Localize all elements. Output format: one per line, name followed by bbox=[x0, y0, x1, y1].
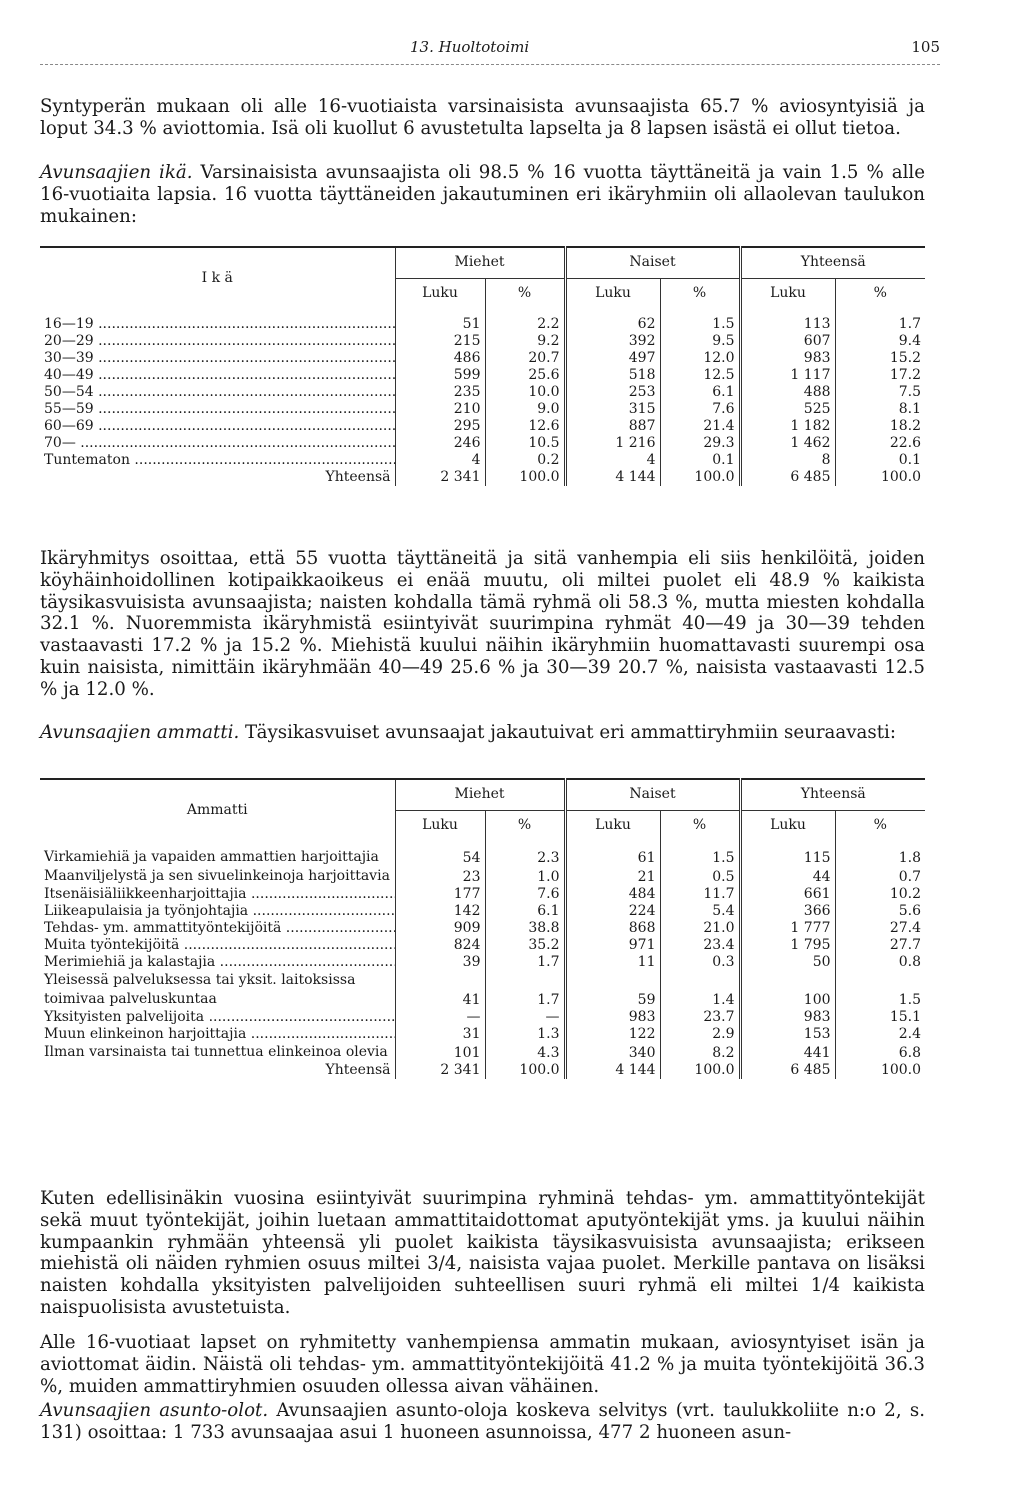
row-label: 30—39 ..... bbox=[40, 350, 395, 367]
cell-y: 525 bbox=[740, 401, 835, 418]
age-group-men: Miehet bbox=[395, 247, 565, 278]
cell-mp: 4.3 bbox=[485, 1043, 565, 1062]
cell-mp: 2.2 bbox=[485, 308, 565, 333]
cell-n: 21 bbox=[565, 867, 660, 886]
total-np: 100.0 bbox=[660, 1062, 740, 1079]
age-sub-pct: % bbox=[485, 278, 565, 308]
total-yp: 100.0 bbox=[835, 1062, 925, 1079]
cell-n: 4 bbox=[565, 452, 660, 469]
row-label: Yksityisten palvelijoita ..... bbox=[40, 1009, 395, 1026]
total-row bbox=[40, 1062, 925, 1079]
row-label: Yleisessä palveluksessa tai yksit. laitoksissa toimivaa palveluskuntaa bbox=[44, 972, 356, 1007]
cell-np: 1.5 bbox=[660, 840, 740, 867]
cell-y: 366 bbox=[740, 903, 835, 920]
total-y: 6 485 bbox=[740, 1062, 835, 1079]
row-label: Muun elinkeinon harjoittajia ..... bbox=[40, 1026, 395, 1043]
cell-mp: 9.2 bbox=[485, 333, 565, 350]
age-row bbox=[40, 333, 925, 350]
row-label: 20—29 ..... bbox=[40, 333, 395, 350]
cell-n: 62 bbox=[565, 308, 660, 333]
cell-np: 23.7 bbox=[660, 1009, 740, 1026]
cell-mp: 38.8 bbox=[485, 920, 565, 937]
age-table bbox=[40, 246, 925, 486]
cell-n: 392 bbox=[565, 333, 660, 350]
cell-yp: 0.1 bbox=[835, 452, 925, 469]
cell-np: 8.2 bbox=[660, 1043, 740, 1062]
age-sub-luku: Luku bbox=[565, 278, 660, 308]
cell-n: 122 bbox=[565, 1026, 660, 1043]
occupation-table-body bbox=[40, 840, 925, 1079]
cell-np: 23.4 bbox=[660, 937, 740, 954]
cell-mp: 1.7 bbox=[485, 971, 565, 1009]
cell-y: 113 bbox=[740, 308, 835, 333]
cell-np: 12.0 bbox=[660, 350, 740, 367]
cell-m: 54 bbox=[395, 840, 485, 867]
row-label: 60—69 ..... bbox=[40, 418, 395, 435]
row-label: Itsenäisiäliikkeenharjoittajia ..... bbox=[40, 886, 395, 903]
age-sub-luku: Luku bbox=[740, 278, 835, 308]
age-sub-luku: Luku bbox=[395, 278, 485, 308]
cell-yp: 7.5 bbox=[835, 384, 925, 401]
cell-mp: 7.6 bbox=[485, 886, 565, 903]
cell-yp: 1.7 bbox=[835, 308, 925, 333]
cell-n: 253 bbox=[565, 384, 660, 401]
cell-m: 4 bbox=[395, 452, 485, 469]
cell-yp: 27.4 bbox=[835, 920, 925, 937]
cell-y: 1 777 bbox=[740, 920, 835, 937]
occupation-row bbox=[40, 1009, 925, 1026]
cell-mp: 10.0 bbox=[485, 384, 565, 401]
row-label: Ilman varsinaista tai tunnettua elinkeinoa olevia bbox=[44, 1044, 388, 1060]
total-y: 6 485 bbox=[740, 469, 835, 486]
cell-np: 2.9 bbox=[660, 1026, 740, 1043]
cell-y: 8 bbox=[740, 452, 835, 469]
total-n: 4 144 bbox=[565, 1062, 660, 1079]
row-label: Liikeapulaisia ja työnjohtajia ..... bbox=[40, 903, 395, 920]
age-sub-pct: % bbox=[835, 278, 925, 308]
cell-n: 518 bbox=[565, 367, 660, 384]
cell-mp: 35.2 bbox=[485, 937, 565, 954]
age-row bbox=[40, 367, 925, 384]
cell-np: 11.7 bbox=[660, 886, 740, 903]
cell-np: 5.4 bbox=[660, 903, 740, 920]
total-np: 100.0 bbox=[660, 469, 740, 486]
cell-n: 971 bbox=[565, 937, 660, 954]
age-row bbox=[40, 350, 925, 367]
total-mp: 100.0 bbox=[485, 469, 565, 486]
age-group-total: Yhteensä bbox=[740, 247, 925, 278]
occ-sub-pct: % bbox=[660, 810, 740, 840]
cell-mp: 12.6 bbox=[485, 418, 565, 435]
cell-n: 1 216 bbox=[565, 435, 660, 452]
cell-m: 486 bbox=[395, 350, 485, 367]
occ-group-women: Naiset bbox=[565, 779, 740, 810]
cell-np: 1.5 bbox=[660, 308, 740, 333]
cell-y: 153 bbox=[740, 1026, 835, 1043]
cell-np: 0.5 bbox=[660, 867, 740, 886]
cell-mp: 1.0 bbox=[485, 867, 565, 886]
occupation-row bbox=[40, 1043, 925, 1062]
cell-m: 909 bbox=[395, 920, 485, 937]
occ-group-men: Miehet bbox=[395, 779, 565, 810]
cell-mp: 0.2 bbox=[485, 452, 565, 469]
cell-m: 31 bbox=[395, 1026, 485, 1043]
cell-y: 607 bbox=[740, 333, 835, 350]
cell-y: 441 bbox=[740, 1043, 835, 1062]
cell-mp: 25.6 bbox=[485, 367, 565, 384]
paragraph-age-intro: Avunsaajien ikä. Varsinaisista avunsaajista oli 98.5 % 16 vuotta täyttäneitä ja vain 1.5 % alle 16-vuotiaita lapsia. 16 vuotta täyttäneiden jakautuminen eri ikäryhmiin oli allaolevan taulukon mukainen: bbox=[40, 162, 925, 227]
cell-m: 215 bbox=[395, 333, 485, 350]
cell-y: 1 795 bbox=[740, 937, 835, 954]
cell-y: 488 bbox=[740, 384, 835, 401]
cell-mp: 1.3 bbox=[485, 1026, 565, 1043]
age-col-header: I k ä bbox=[40, 247, 395, 308]
total-n: 4 144 bbox=[565, 469, 660, 486]
age-row bbox=[40, 435, 925, 452]
cell-n: 484 bbox=[565, 886, 660, 903]
cell-m: 824 bbox=[395, 937, 485, 954]
cell-np: 9.5 bbox=[660, 333, 740, 350]
cell-m: 142 bbox=[395, 903, 485, 920]
cell-n: 61 bbox=[565, 840, 660, 867]
cell-y: 50 bbox=[740, 954, 835, 971]
cell-np: 6.1 bbox=[660, 384, 740, 401]
total-label: Yhteensä bbox=[325, 469, 391, 485]
cell-n: 224 bbox=[565, 903, 660, 920]
cell-m: 177 bbox=[395, 886, 485, 903]
cell-yp: 27.7 bbox=[835, 937, 925, 954]
occupation-row bbox=[40, 840, 925, 867]
cell-yp: 17.2 bbox=[835, 367, 925, 384]
age-row bbox=[40, 452, 925, 469]
cell-m: 41 bbox=[395, 971, 485, 1009]
cell-yp: 5.6 bbox=[835, 903, 925, 920]
paragraph-origin: Syntyperän mukaan oli alle 16-vuotiaista varsinaisista avunsaajista 65.7 % aviosyntyisiä ja loput 34.3 % aviottomia. Isä oli kuollut 6 avustetulta lapselta ja 8 lapsen isästä ei ollut tietoa. bbox=[40, 96, 925, 139]
cell-np: 0.3 bbox=[660, 954, 740, 971]
cell-np: 0.1 bbox=[660, 452, 740, 469]
cell-yp: 15.2 bbox=[835, 350, 925, 367]
occupation-row bbox=[40, 937, 925, 954]
age-row bbox=[40, 401, 925, 418]
cell-yp: 22.6 bbox=[835, 435, 925, 452]
age-row bbox=[40, 418, 925, 435]
cell-m: 23 bbox=[395, 867, 485, 886]
cell-np: 1.4 bbox=[660, 971, 740, 1009]
chapter-heading: 13. Huoltotoimi bbox=[410, 38, 530, 56]
cell-yp: 10.2 bbox=[835, 886, 925, 903]
row-label: 40—49 ..... bbox=[40, 367, 395, 384]
age-table-body bbox=[40, 308, 925, 486]
occupation-row bbox=[40, 954, 925, 971]
cell-mp: — bbox=[485, 1009, 565, 1026]
cell-mp: 10.5 bbox=[485, 435, 565, 452]
cell-yp: 18.2 bbox=[835, 418, 925, 435]
occupation-row bbox=[40, 971, 925, 1009]
age-sub-pct: % bbox=[660, 278, 740, 308]
cell-yp: 9.4 bbox=[835, 333, 925, 350]
cell-yp: 2.4 bbox=[835, 1026, 925, 1043]
cell-y: 983 bbox=[740, 1009, 835, 1026]
paragraph-occupation-intro: Avunsaajien ammatti. Täysikasvuiset avunsaajat jakautuivat eri ammattiryhmiin seuraavasti: bbox=[40, 722, 896, 743]
cell-y: 100 bbox=[740, 971, 835, 1009]
occupation-row bbox=[40, 1026, 925, 1043]
occupation-row bbox=[40, 886, 925, 903]
total-m: 2 341 bbox=[395, 1062, 485, 1079]
cell-m: 599 bbox=[395, 367, 485, 384]
occupation-table bbox=[40, 778, 925, 1079]
section-lead-occupation: Avunsaajien ammatti. bbox=[40, 722, 240, 743]
cell-m: 246 bbox=[395, 435, 485, 452]
cell-np: 21.0 bbox=[660, 920, 740, 937]
cell-m: — bbox=[395, 1009, 485, 1026]
cell-yp: 8.1 bbox=[835, 401, 925, 418]
cell-yp: 6.8 bbox=[835, 1043, 925, 1062]
section-lead-housing: Avunsaajien asunto-olot. bbox=[40, 1400, 269, 1421]
cell-np: 7.6 bbox=[660, 401, 740, 418]
running-header bbox=[40, 38, 940, 62]
cell-y: 44 bbox=[740, 867, 835, 886]
occupation-row bbox=[40, 903, 925, 920]
row-label: Maanviljelystä ja sen sivuelinkeinoja harjoittavia bbox=[44, 868, 390, 884]
cell-np: 12.5 bbox=[660, 367, 740, 384]
cell-yp: 0.8 bbox=[835, 954, 925, 971]
cell-np: 21.4 bbox=[660, 418, 740, 435]
cell-m: 235 bbox=[395, 384, 485, 401]
occ-sub-luku: Luku bbox=[740, 810, 835, 840]
age-row bbox=[40, 384, 925, 401]
cell-yp: 1.8 bbox=[835, 840, 925, 867]
total-yp: 100.0 bbox=[835, 469, 925, 486]
cell-mp: 20.7 bbox=[485, 350, 565, 367]
occupation-row bbox=[40, 920, 925, 937]
age-group-women: Naiset bbox=[565, 247, 740, 278]
total-row bbox=[40, 469, 925, 486]
row-label: Merimiehiä ja kalastajia ..... bbox=[40, 954, 395, 971]
row-label: 55—59 ..... bbox=[40, 401, 395, 418]
cell-yp: 1.5 bbox=[835, 971, 925, 1009]
total-m: 2 341 bbox=[395, 469, 485, 486]
cell-n: 868 bbox=[565, 920, 660, 937]
total-label: Yhteensä bbox=[325, 1062, 391, 1078]
row-label: 16—19 ..... bbox=[40, 308, 395, 333]
cell-m: 51 bbox=[395, 308, 485, 333]
page-number: 105 bbox=[911, 38, 940, 56]
paragraph-housing: Avunsaajien asunto-olot. Avunsaajien asunto-oloja koskeva selvitys (vrt. taulukkoliite n:o 2, s. 131) osoittaa: 1 733 avunsaajaa asui 1 huoneen asunnoissa, 477 2 huoneen asun- bbox=[40, 1400, 925, 1443]
occ-sub-pct: % bbox=[485, 810, 565, 840]
cell-n: 340 bbox=[565, 1043, 660, 1062]
header-rule bbox=[40, 64, 940, 65]
cell-n: 497 bbox=[565, 350, 660, 367]
occ-col-header: Ammatti bbox=[40, 779, 395, 840]
cell-y: 1 462 bbox=[740, 435, 835, 452]
cell-y: 1 182 bbox=[740, 418, 835, 435]
occ-sub-luku: Luku bbox=[395, 810, 485, 840]
row-label: Tehdas- ym. ammattityöntekijöitä ..... bbox=[40, 920, 395, 937]
cell-y: 983 bbox=[740, 350, 835, 367]
occ-sub-luku: Luku bbox=[565, 810, 660, 840]
cell-m: 39 bbox=[395, 954, 485, 971]
row-label: 50—54 ..... bbox=[40, 384, 395, 401]
total-mp: 100.0 bbox=[485, 1062, 565, 1079]
cell-y: 115 bbox=[740, 840, 835, 867]
cell-np: 29.3 bbox=[660, 435, 740, 452]
cell-m: 101 bbox=[395, 1043, 485, 1062]
occ-sub-pct: % bbox=[835, 810, 925, 840]
row-label: 70— ..... bbox=[40, 435, 395, 452]
paragraph-age-analysis: Ikäryhmitys osoittaa, että 55 vuotta täyttäneitä ja sitä vanhempia eli siis henkilöitä, joiden köyhäinhoidollinen kotipaikkaoikeus ei enää muutu, oli miltei puolet eli 48.9 % kaikista täysikasvuisista avunsaajista; naisten kohdalla tämä ryhmä oli 58.3 %, mutta miesten kohdalla 32.1 %. Nuoremmista ikäryhmistä esiintyivät suurimpina ryhmät 40—49 ja 30—39 tehden vastaavasti 17.2 % ja 15.2 %. Miehistä kuului näihin ikäryhmiin huomattavasti suurempi osa kuin naisista, nimittäin ikäryhmään 40—49 25.6 % ja 30—39 20.7 %, naisista vastaavasti 12.5 % ja 12.0 %. bbox=[40, 548, 925, 700]
cell-mp: 6.1 bbox=[485, 903, 565, 920]
cell-y: 1 117 bbox=[740, 367, 835, 384]
cell-yp: 15.1 bbox=[835, 1009, 925, 1026]
row-label: Muita työntekijöitä ..... bbox=[40, 937, 395, 954]
cell-yp: 0.7 bbox=[835, 867, 925, 886]
paragraph-occupation-analysis: Kuten edellisinäkin vuosina esiintyivät suurimpina ryhminä tehdas- ym. ammattityöntekijät sekä muut työntekijät, joihin luetaan ammattitaidottomat aputyöntekijät yms. ja kuului näihin kumpaankin ryhmään yhteensä yli puolet kaikista täysikasvuisista avunsaajista; erikseen miehistä oli näiden ryhmien osuus miltei 3/4, naisista vajaa puolet. Merkille pantava on lisäksi naisten kohdalla yksityisten palvelijoiden suhteellisen suuri ryhmä eli miltei 1/4 kaikista naispuolisista avustetuista. bbox=[40, 1188, 925, 1318]
cell-n: 887 bbox=[565, 418, 660, 435]
cell-mp: 2.3 bbox=[485, 840, 565, 867]
cell-mp: 1.7 bbox=[485, 954, 565, 971]
cell-n: 59 bbox=[565, 971, 660, 1009]
cell-y: 661 bbox=[740, 886, 835, 903]
paragraph-children: Alle 16-vuotiaat lapset on ryhmitetty vanhempiensa ammatin mukaan, aviosyntyiset isän ja aviottomat äidin. Näistä oli tehdas- ym. ammattityöntekijöitä 41.2 % ja muita työntekijöitä 36.3 %, muiden ammattiryhmien osuuden ollessa aivan vähäinen. bbox=[40, 1332, 925, 1397]
cell-n: 11 bbox=[565, 954, 660, 971]
age-row bbox=[40, 308, 925, 333]
cell-mp: 9.0 bbox=[485, 401, 565, 418]
cell-n: 983 bbox=[565, 1009, 660, 1026]
occupation-row bbox=[40, 867, 925, 886]
cell-m: 210 bbox=[395, 401, 485, 418]
row-label: Virkamiehiä ja vapaiden ammattien harjoittajia bbox=[44, 849, 379, 865]
cell-m: 295 bbox=[395, 418, 485, 435]
section-lead-age: Avunsaajien ikä. bbox=[40, 162, 193, 183]
row-label: Tuntematon ..... bbox=[40, 452, 395, 469]
occ-group-total: Yhteensä bbox=[740, 779, 925, 810]
cell-n: 315 bbox=[565, 401, 660, 418]
